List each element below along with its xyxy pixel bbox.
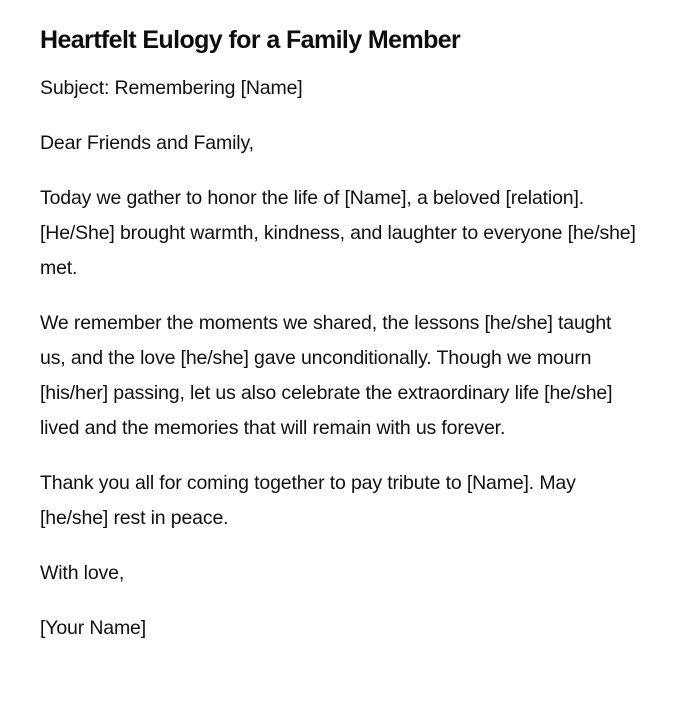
subject-line: Subject: Remembering [Name]	[40, 77, 303, 99]
document-title: Heartfelt Eulogy for a Family Member	[40, 26, 461, 54]
eulogy-document	[40, 22, 640, 666]
signature: [Your Name]	[40, 617, 147, 639]
body-paragraph-3: Thank you all for coming together to pay tribute to [Name]. May [he/she] rest in peace.	[40, 472, 576, 529]
body-paragraph-1: Today we gather to honor the life of [Name], a beloved [relation]. [He/She] brought warmth, kindness, and laughter to everyone [he/she] met.	[40, 187, 636, 279]
closing: With love,	[40, 562, 125, 584]
body-paragraph-2: We remember the moments we shared, the lessons [he/she] taught us, and the love [he/she] gave unconditionally. Though we mourn [his/her] passing, let us also celebrate the extraordinary life [he/she] lived and the memories that will remain with us forever.	[40, 312, 613, 439]
greeting: Dear Friends and Family,	[40, 132, 254, 154]
